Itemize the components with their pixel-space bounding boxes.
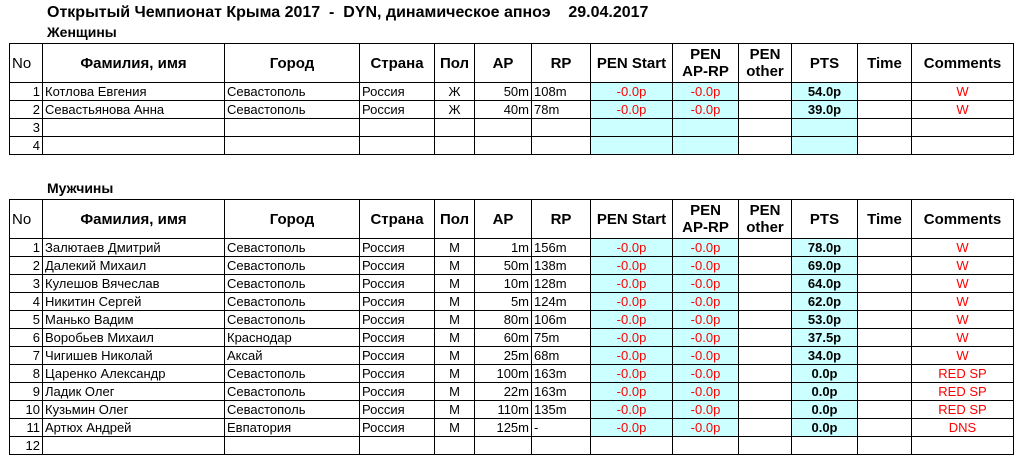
cell-pen-other[interactable] — [739, 419, 792, 437]
cell-comment[interactable]: W — [912, 83, 1014, 101]
cell-name[interactable]: Никитин Сергей — [43, 293, 225, 311]
table-row — [10, 311, 1014, 329]
table-row — [10, 329, 1014, 347]
header-no: No — [10, 44, 43, 83]
cell-pen-aprp[interactable]: -0.0p — [673, 83, 739, 101]
cell-pen-other[interactable] — [739, 137, 792, 155]
header-city: Город — [225, 44, 360, 83]
header-pen-other — [739, 44, 792, 83]
cell-city[interactable]: Севастополь — [225, 293, 360, 311]
table-row — [10, 347, 1014, 365]
cell-time[interactable] — [858, 347, 912, 365]
cell-rp[interactable]: 128m — [532, 275, 591, 293]
header-country: Страна — [360, 44, 435, 83]
cell-city[interactable]: Севастополь — [225, 239, 360, 257]
cell-rp[interactable]: 106m — [532, 311, 591, 329]
cell-ap[interactable]: 5m — [475, 293, 532, 311]
cell-pen-aprp[interactable] — [673, 119, 739, 137]
cell-no[interactable]: 1 — [10, 83, 43, 101]
women-header-row — [10, 44, 1014, 83]
cell-pen-other[interactable] — [739, 383, 792, 401]
cell-sex[interactable]: М — [435, 401, 475, 419]
cell-rp[interactable] — [532, 137, 591, 155]
cell-sex[interactable]: М — [435, 239, 475, 257]
cell-pen-aprp[interactable]: -0.0p — [673, 419, 739, 437]
cell-pen-start[interactable] — [591, 137, 673, 155]
cell-country[interactable]: Россия — [360, 401, 435, 419]
cell-pen-other[interactable] — [739, 293, 792, 311]
cell-comment[interactable] — [912, 119, 1014, 137]
cell-country[interactable]: Россия — [360, 311, 435, 329]
cell-ap[interactable] — [475, 119, 532, 137]
table-row — [10, 293, 1014, 311]
cell-city[interactable] — [225, 119, 360, 137]
cell-comment[interactable]: W — [912, 311, 1014, 329]
table-row — [10, 365, 1014, 383]
cell-city[interactable]: Севастополь — [225, 311, 360, 329]
header-pts: PTS — [792, 200, 858, 239]
header-name: Фамилия, имя — [43, 200, 225, 239]
cell-pen-other[interactable] — [739, 239, 792, 257]
cell-name[interactable] — [43, 137, 225, 155]
cell-pen-start[interactable]: -0.0p — [591, 401, 673, 419]
header-pen-aprp-line1: PEN — [690, 202, 721, 219]
cell-pts[interactable] — [792, 119, 858, 137]
sheet-title: Открытый Чемпионат Крыма 2017 - DYN, динамическое апноэ 29.04.2017 — [47, 4, 649, 21]
cell-name[interactable] — [43, 119, 225, 137]
cell-no[interactable]: 7 — [10, 347, 43, 365]
cell-city[interactable]: Севастополь — [225, 365, 360, 383]
cell-pts[interactable]: 54.0p — [792, 83, 858, 101]
cell-sex[interactable]: М — [435, 383, 475, 401]
cell-ap[interactable]: 50m — [475, 83, 532, 101]
cell-country[interactable]: Россия — [360, 275, 435, 293]
header-pen-aprp — [673, 44, 739, 83]
cell-time[interactable] — [858, 137, 912, 155]
cell-pen-aprp[interactable]: -0.0p — [673, 293, 739, 311]
cell-country[interactable]: Россия — [360, 239, 435, 257]
cell-pts[interactable]: 0.0p — [792, 401, 858, 419]
cell-pen-start[interactable]: -0.0p — [591, 419, 673, 437]
cell-name[interactable]: Манько Вадим — [43, 311, 225, 329]
cell-no[interactable]: 4 — [10, 293, 43, 311]
cell-pts[interactable]: 0.0p — [792, 383, 858, 401]
cell-country[interactable]: Россия — [360, 83, 435, 101]
table-row — [10, 119, 1014, 137]
table-row — [10, 419, 1014, 437]
cell-sex[interactable] — [435, 137, 475, 155]
cell-pen-aprp[interactable]: -0.0p — [673, 101, 739, 119]
cell-pts[interactable] — [792, 137, 858, 155]
cell-ap[interactable]: 125m — [475, 419, 532, 437]
header-pen-aprp — [673, 200, 739, 239]
header-pen-other — [739, 200, 792, 239]
table-row — [10, 257, 1014, 275]
cell-time[interactable] — [858, 437, 912, 455]
header-sex: Пол — [435, 200, 475, 239]
cell-name[interactable]: Воробьев Михаил — [43, 329, 225, 347]
cell-sex[interactable]: М — [435, 257, 475, 275]
women-results-table — [9, 43, 1014, 155]
header-rp: RP — [532, 44, 591, 83]
header-ap: AP — [475, 200, 532, 239]
cell-pen-start[interactable] — [591, 437, 673, 455]
cell-pen-aprp[interactable]: -0.0p — [673, 347, 739, 365]
table-row — [10, 275, 1014, 293]
cell-time[interactable] — [858, 329, 912, 347]
cell-ap[interactable]: 80m — [475, 311, 532, 329]
cell-ap[interactable]: 10m — [475, 275, 532, 293]
cell-sex[interactable]: М — [435, 329, 475, 347]
cell-name[interactable] — [43, 437, 225, 455]
cell-pen-other[interactable] — [739, 275, 792, 293]
cell-pen-aprp[interactable]: -0.0p — [673, 311, 739, 329]
cell-name[interactable]: Кулешов Вячеслав — [43, 275, 225, 293]
cell-ap[interactable]: 100m — [475, 365, 532, 383]
cell-city[interactable]: Аксай — [225, 347, 360, 365]
cell-no[interactable]: 2 — [10, 101, 43, 119]
cell-pen-other[interactable] — [739, 119, 792, 137]
cell-city[interactable] — [225, 137, 360, 155]
table-row — [10, 383, 1014, 401]
cell-pen-start[interactable]: -0.0p — [591, 383, 673, 401]
cell-name[interactable]: Кузьмин Олег — [43, 401, 225, 419]
table-row — [10, 437, 1014, 455]
cell-country[interactable]: Россия — [360, 329, 435, 347]
cell-ap[interactable]: 1m — [475, 239, 532, 257]
cell-ap[interactable]: 60m — [475, 329, 532, 347]
cell-rp[interactable]: 75m — [532, 329, 591, 347]
cell-no[interactable]: 5 — [10, 311, 43, 329]
cell-name[interactable]: Чигишев Николай — [43, 347, 225, 365]
header-time: Time — [858, 200, 912, 239]
cell-ap[interactable]: 110m — [475, 401, 532, 419]
cell-pen-start[interactable]: -0.0p — [591, 329, 673, 347]
cell-time[interactable] — [858, 83, 912, 101]
cell-comment[interactable]: W — [912, 101, 1014, 119]
table-row — [10, 401, 1014, 419]
cell-no[interactable]: 6 — [10, 329, 43, 347]
cell-time[interactable] — [858, 101, 912, 119]
cell-comment[interactable]: RED SP — [912, 401, 1014, 419]
cell-pts[interactable]: 34.0p — [792, 347, 858, 365]
cell-no[interactable]: 11 — [10, 419, 43, 437]
header-name: Фамилия, имя — [43, 44, 225, 83]
cell-pen-start[interactable]: -0.0p — [591, 275, 673, 293]
cell-country[interactable] — [360, 137, 435, 155]
cell-rp[interactable]: 68m — [532, 347, 591, 365]
cell-ap[interactable]: 40m — [475, 101, 532, 119]
table-row — [10, 137, 1014, 155]
cell-no[interactable]: 3 — [10, 275, 43, 293]
cell-country[interactable] — [360, 119, 435, 137]
cell-pen-start[interactable]: -0.0p — [591, 239, 673, 257]
header-pen-other-line1: PEN — [749, 202, 781, 219]
cell-pts[interactable]: 78.0p — [792, 239, 858, 257]
cell-time[interactable] — [858, 293, 912, 311]
cell-country[interactable]: Россия — [360, 383, 435, 401]
cell-ap[interactable]: 50m — [475, 257, 532, 275]
cell-pts[interactable]: 64.0p — [792, 275, 858, 293]
cell-time[interactable] — [858, 401, 912, 419]
header-pen-start: PEN Start — [591, 200, 673, 239]
cell-pen-aprp[interactable]: -0.0p — [673, 275, 739, 293]
cell-sex[interactable] — [435, 119, 475, 137]
cell-city[interactable]: Краснодар — [225, 329, 360, 347]
cell-rp[interactable]: 108m — [532, 83, 591, 101]
cell-time[interactable] — [858, 383, 912, 401]
cell-rp[interactable]: 163m — [532, 365, 591, 383]
header-rp: RP — [532, 200, 591, 239]
header-pen-start: PEN Start — [591, 44, 673, 83]
cell-sex[interactable]: Ж — [435, 83, 475, 101]
cell-time[interactable] — [858, 311, 912, 329]
cell-pen-other[interactable] — [739, 347, 792, 365]
cell-country[interactable] — [360, 437, 435, 455]
cell-sex[interactable]: М — [435, 347, 475, 365]
cell-no[interactable]: 10 — [10, 401, 43, 419]
cell-sex[interactable]: М — [435, 293, 475, 311]
cell-city[interactable]: Севастополь — [225, 83, 360, 101]
cell-pen-other[interactable] — [739, 311, 792, 329]
cell-sex[interactable] — [435, 437, 475, 455]
cell-pen-other[interactable] — [739, 437, 792, 455]
cell-time[interactable] — [858, 119, 912, 137]
cell-comment[interactable]: W — [912, 257, 1014, 275]
cell-comment[interactable]: W — [912, 275, 1014, 293]
cell-no[interactable]: 12 — [10, 437, 43, 455]
cell-pen-aprp[interactable]: -0.0p — [673, 239, 739, 257]
cell-rp[interactable]: 135m — [532, 401, 591, 419]
cell-pen-aprp[interactable]: -0.0p — [673, 383, 739, 401]
cell-pen-start[interactable]: -0.0p — [591, 311, 673, 329]
header-pen-aprp-line2: AP-RP — [682, 63, 729, 80]
header-comments: Comments — [912, 44, 1014, 83]
header-sex: Пол — [435, 44, 475, 83]
cell-no[interactable]: 8 — [10, 365, 43, 383]
cell-comment[interactable]: W — [912, 239, 1014, 257]
cell-city[interactable]: Севастополь — [225, 401, 360, 419]
cell-pen-start[interactable]: -0.0p — [591, 101, 673, 119]
cell-pen-start[interactable]: -0.0p — [591, 83, 673, 101]
cell-pen-other[interactable] — [739, 101, 792, 119]
cell-name[interactable]: Ладик Олег — [43, 383, 225, 401]
cell-country[interactable]: Россия — [360, 293, 435, 311]
cell-pen-start[interactable]: -0.0p — [591, 293, 673, 311]
header-pen-other-line2: other — [746, 219, 784, 236]
cell-comment[interactable]: RED SP — [912, 383, 1014, 401]
cell-country[interactable]: Россия — [360, 101, 435, 119]
cell-time[interactable] — [858, 365, 912, 383]
header-ap: AP — [475, 44, 532, 83]
cell-city[interactable]: Севастополь — [225, 257, 360, 275]
cell-time[interactable] — [858, 239, 912, 257]
cell-no[interactable]: 9 — [10, 383, 43, 401]
cell-sex[interactable]: М — [435, 275, 475, 293]
cell-rp[interactable]: - — [532, 419, 591, 437]
cell-pts[interactable]: 37.5p — [792, 329, 858, 347]
cell-city[interactable]: Севастополь — [225, 275, 360, 293]
cell-country[interactable]: Россия — [360, 365, 435, 383]
cell-pen-other[interactable] — [739, 401, 792, 419]
cell-city[interactable]: Евпатория — [225, 419, 360, 437]
cell-name[interactable]: Далекий Михаил — [43, 257, 225, 275]
cell-city[interactable]: Севастополь — [225, 383, 360, 401]
cell-pen-aprp[interactable] — [673, 437, 739, 455]
cell-comment[interactable]: W — [912, 329, 1014, 347]
cell-country[interactable]: Россия — [360, 347, 435, 365]
cell-sex[interactable]: Ж — [435, 101, 475, 119]
cell-time[interactable] — [858, 257, 912, 275]
cell-city[interactable]: Севастополь — [225, 101, 360, 119]
header-time: Time — [858, 44, 912, 83]
cell-no[interactable]: 2 — [10, 257, 43, 275]
cell-rp[interactable]: 78m — [532, 101, 591, 119]
cell-pen-other[interactable] — [739, 365, 792, 383]
cell-name[interactable]: Царенко Александр — [43, 365, 225, 383]
header-pen-aprp-line2: AP-RP — [682, 219, 729, 236]
header-comments: Comments — [912, 200, 1014, 239]
cell-pen-aprp[interactable]: -0.0p — [673, 365, 739, 383]
cell-country[interactable]: Россия — [360, 419, 435, 437]
cell-time[interactable] — [858, 419, 912, 437]
cell-sex[interactable]: М — [435, 419, 475, 437]
cell-pen-aprp[interactable] — [673, 137, 739, 155]
cell-comment[interactable]: DNS — [912, 419, 1014, 437]
header-pen-other-line2: other — [746, 63, 784, 80]
cell-no[interactable]: 1 — [10, 239, 43, 257]
table-row — [10, 239, 1014, 257]
cell-country[interactable]: Россия — [360, 257, 435, 275]
cell-pen-aprp[interactable]: -0.0p — [673, 401, 739, 419]
men-results-table — [9, 199, 1014, 455]
cell-pen-start[interactable]: -0.0p — [591, 365, 673, 383]
header-pts: PTS — [792, 44, 858, 83]
cell-comment[interactable]: RED SP — [912, 365, 1014, 383]
cell-pen-start[interactable]: -0.0p — [591, 257, 673, 275]
cell-pen-other[interactable] — [739, 83, 792, 101]
cell-pen-aprp[interactable]: -0.0p — [673, 257, 739, 275]
cell-comment[interactable]: W — [912, 347, 1014, 365]
men-section-label: Мужчины — [47, 180, 114, 196]
cell-pen-start[interactable]: -0.0p — [591, 347, 673, 365]
cell-rp[interactable]: 138m — [532, 257, 591, 275]
cell-sex[interactable]: М — [435, 365, 475, 383]
header-pen-other-line1: PEN — [749, 46, 781, 63]
header-country: Страна — [360, 200, 435, 239]
cell-pts[interactable] — [792, 437, 858, 455]
cell-pts[interactable]: 53.0p — [792, 311, 858, 329]
cell-ap[interactable]: 22m — [475, 383, 532, 401]
cell-comment[interactable] — [912, 437, 1014, 455]
cell-rp[interactable] — [532, 119, 591, 137]
cell-rp[interactable]: 163m — [532, 383, 591, 401]
men-header-row — [10, 200, 1014, 239]
cell-pen-start[interactable] — [591, 119, 673, 137]
cell-name[interactable]: Котлова Евгения — [43, 83, 225, 101]
cell-name[interactable]: Севастьянова Анна — [43, 101, 225, 119]
table-row — [10, 83, 1014, 101]
cell-comment[interactable] — [912, 137, 1014, 155]
cell-pen-other[interactable] — [739, 257, 792, 275]
cell-no[interactable]: 3 — [10, 119, 43, 137]
table-row — [10, 101, 1014, 119]
cell-name[interactable]: Артюх Андрей — [43, 419, 225, 437]
cell-ap[interactable] — [475, 437, 532, 455]
cell-pts[interactable]: 39.0p — [792, 101, 858, 119]
women-section-label: Женщины — [47, 24, 117, 40]
cell-sex[interactable]: М — [435, 311, 475, 329]
cell-ap[interactable] — [475, 137, 532, 155]
cell-city[interactable] — [225, 437, 360, 455]
cell-rp[interactable]: 156m — [532, 239, 591, 257]
cell-pts[interactable]: 69.0p — [792, 257, 858, 275]
cell-pts[interactable]: 0.0p — [792, 365, 858, 383]
header-city: Город — [225, 200, 360, 239]
cell-rp[interactable] — [532, 437, 591, 455]
cell-no[interactable]: 4 — [10, 137, 43, 155]
cell-comment[interactable]: W — [912, 293, 1014, 311]
cell-pen-other[interactable] — [739, 329, 792, 347]
cell-pen-aprp[interactable]: -0.0p — [673, 329, 739, 347]
cell-name[interactable]: Залютаев Дмитрий — [43, 239, 225, 257]
cell-rp[interactable]: 124m — [532, 293, 591, 311]
cell-time[interactable] — [858, 275, 912, 293]
header-no: No — [10, 200, 43, 239]
header-pen-aprp-line1: PEN — [690, 46, 721, 63]
cell-ap[interactable]: 25m — [475, 347, 532, 365]
cell-pts[interactable]: 0.0p — [792, 419, 858, 437]
cell-pts[interactable]: 62.0p — [792, 293, 858, 311]
